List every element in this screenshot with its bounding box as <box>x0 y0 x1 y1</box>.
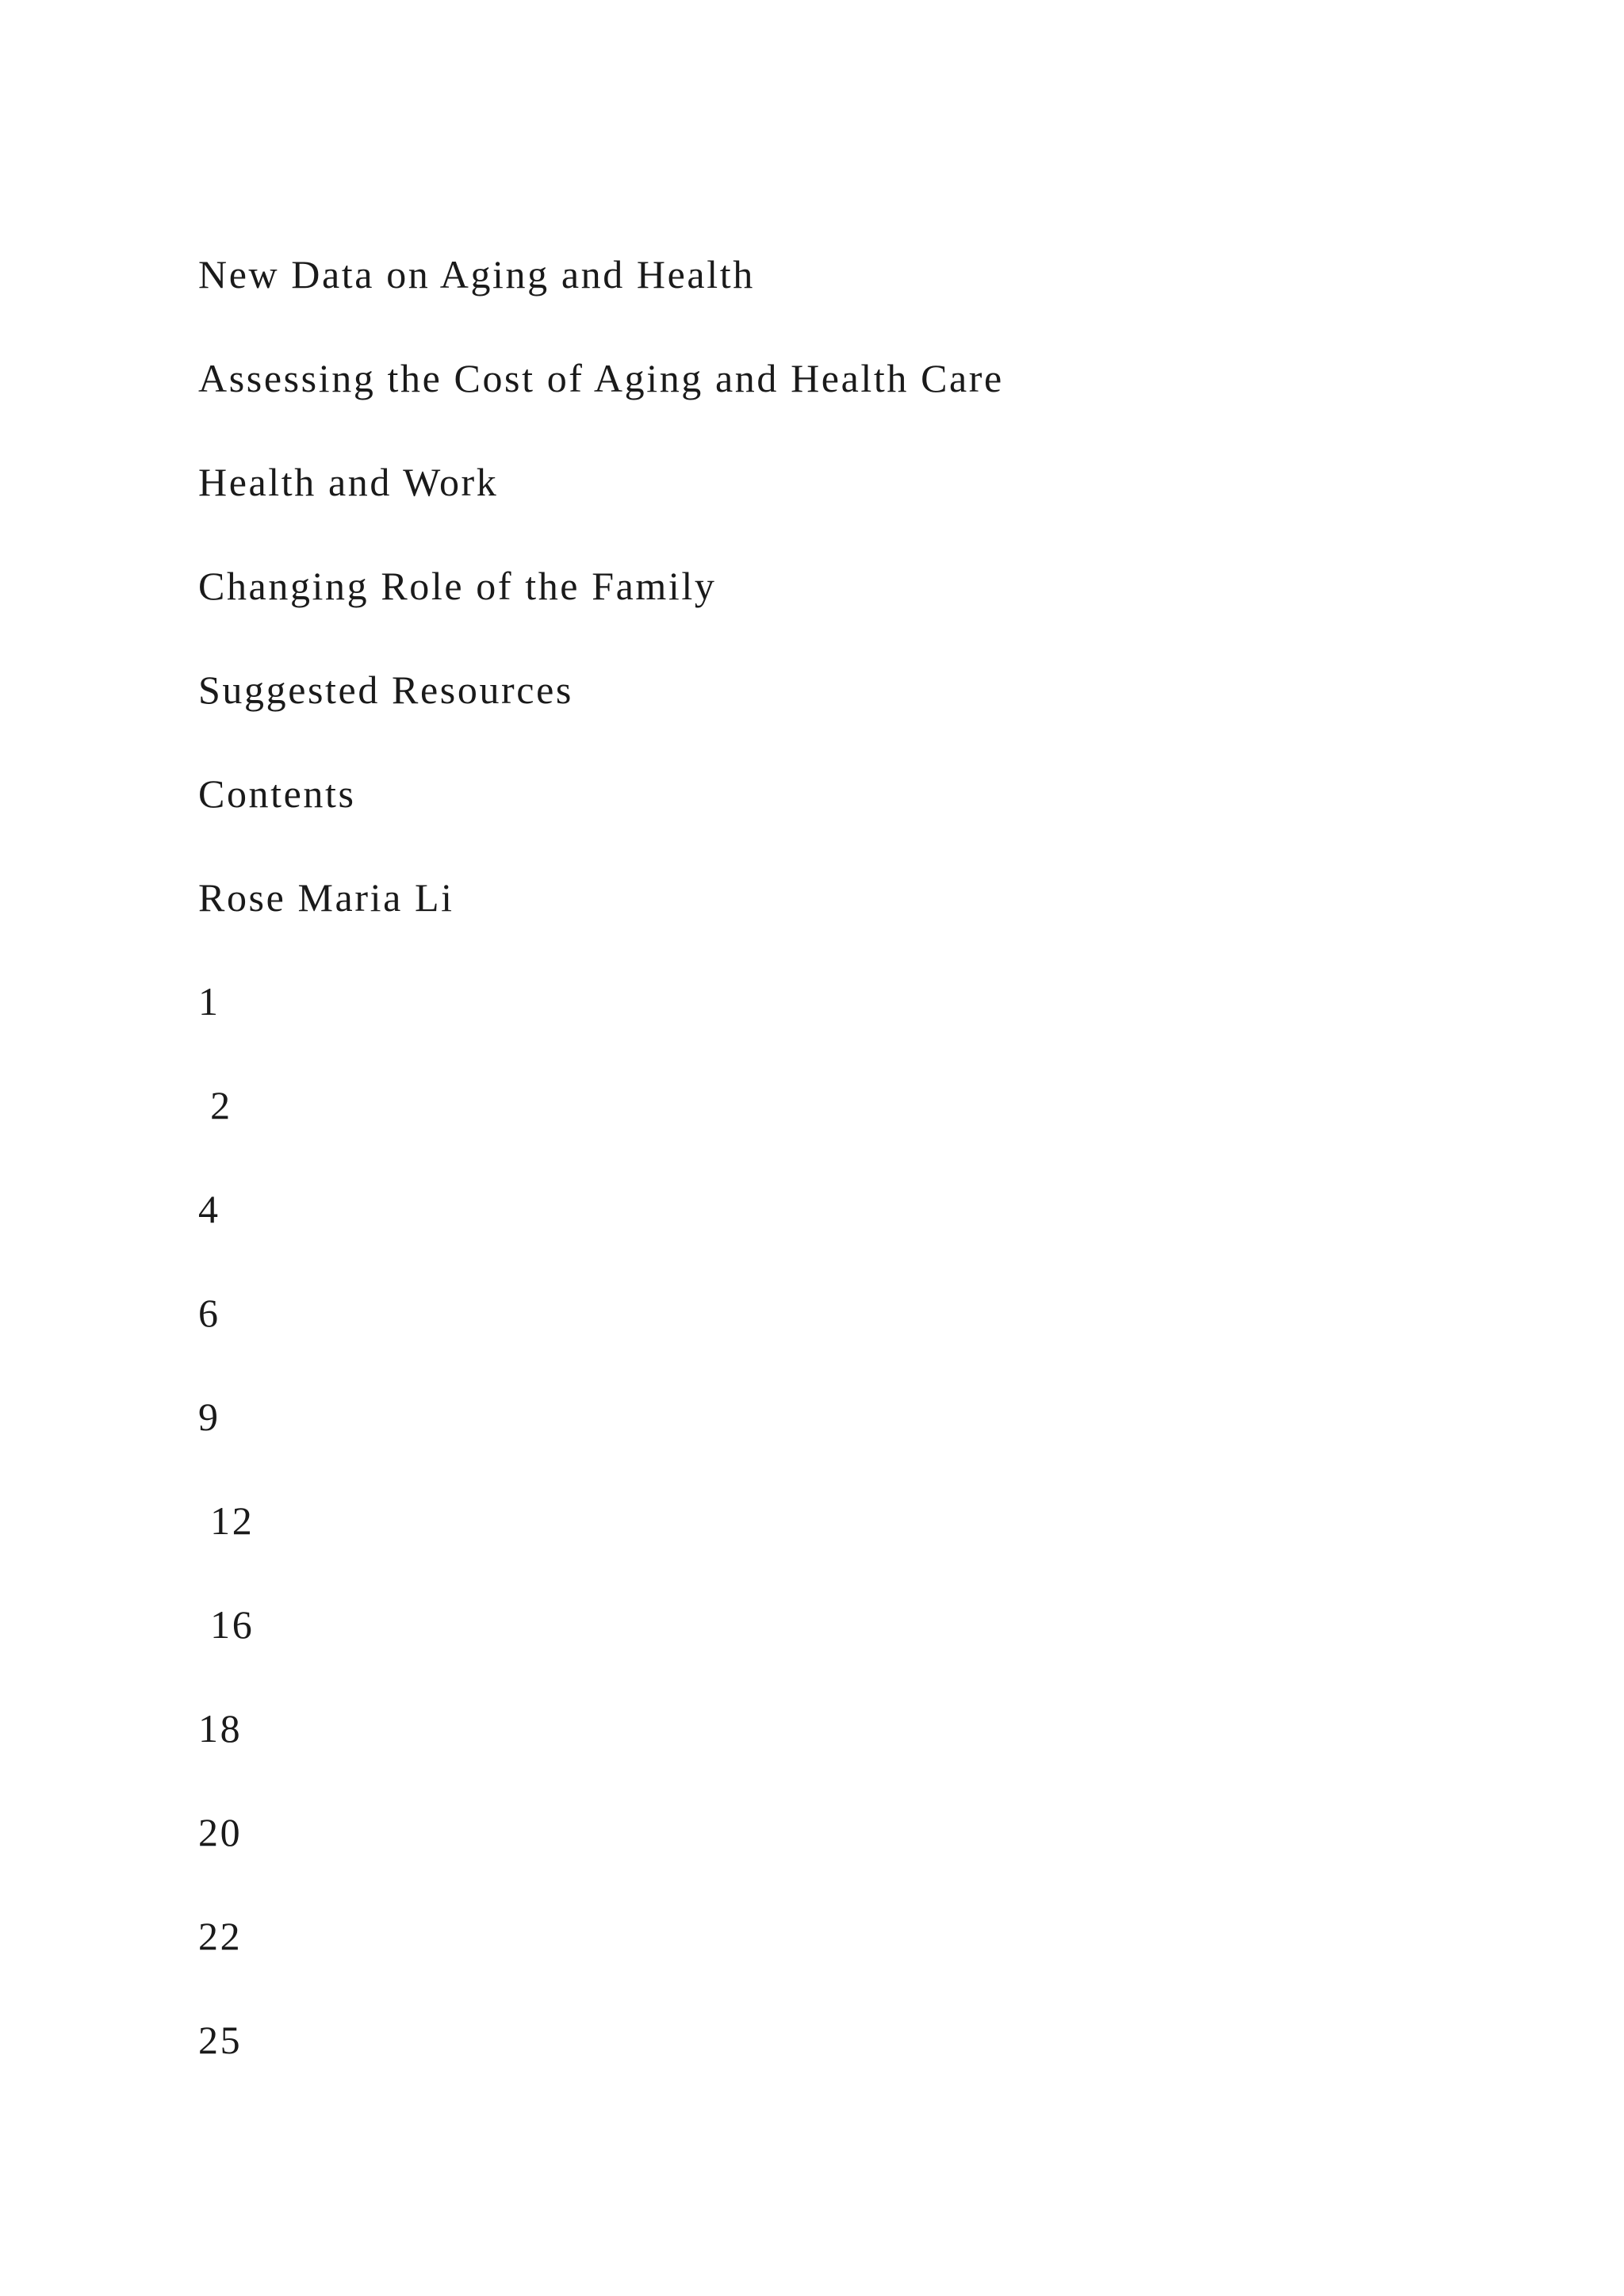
heading-suggested-resources: Suggested Resources <box>198 668 573 712</box>
page-number: 4 <box>198 1187 220 1231</box>
page-number: 22 <box>198 1914 243 1958</box>
heading-health-and-work: Health and Work <box>198 460 499 504</box>
heading-new-data-on-aging: New Data on Aging and Health <box>198 252 755 297</box>
page-number: 9 <box>198 1395 220 1439</box>
page-number: 6 <box>198 1291 220 1335</box>
page-number: 18 <box>198 1706 243 1751</box>
page-number: 16 <box>198 1602 255 1647</box>
heading-contents: Contents <box>198 771 356 816</box>
page-number: 1 <box>198 979 220 1024</box>
page-number: 25 <box>198 2018 243 2062</box>
page-number: 12 <box>198 1498 255 1543</box>
heading-changing-role-family: Changing Role of the Family <box>198 564 717 608</box>
heading-assessing-cost: Assessing the Cost of Aging and Health Care <box>198 356 1004 400</box>
author-name: Rose Maria Li <box>198 875 454 920</box>
page-number: 20 <box>198 1810 243 1854</box>
page-number: 2 <box>198 1083 232 1127</box>
